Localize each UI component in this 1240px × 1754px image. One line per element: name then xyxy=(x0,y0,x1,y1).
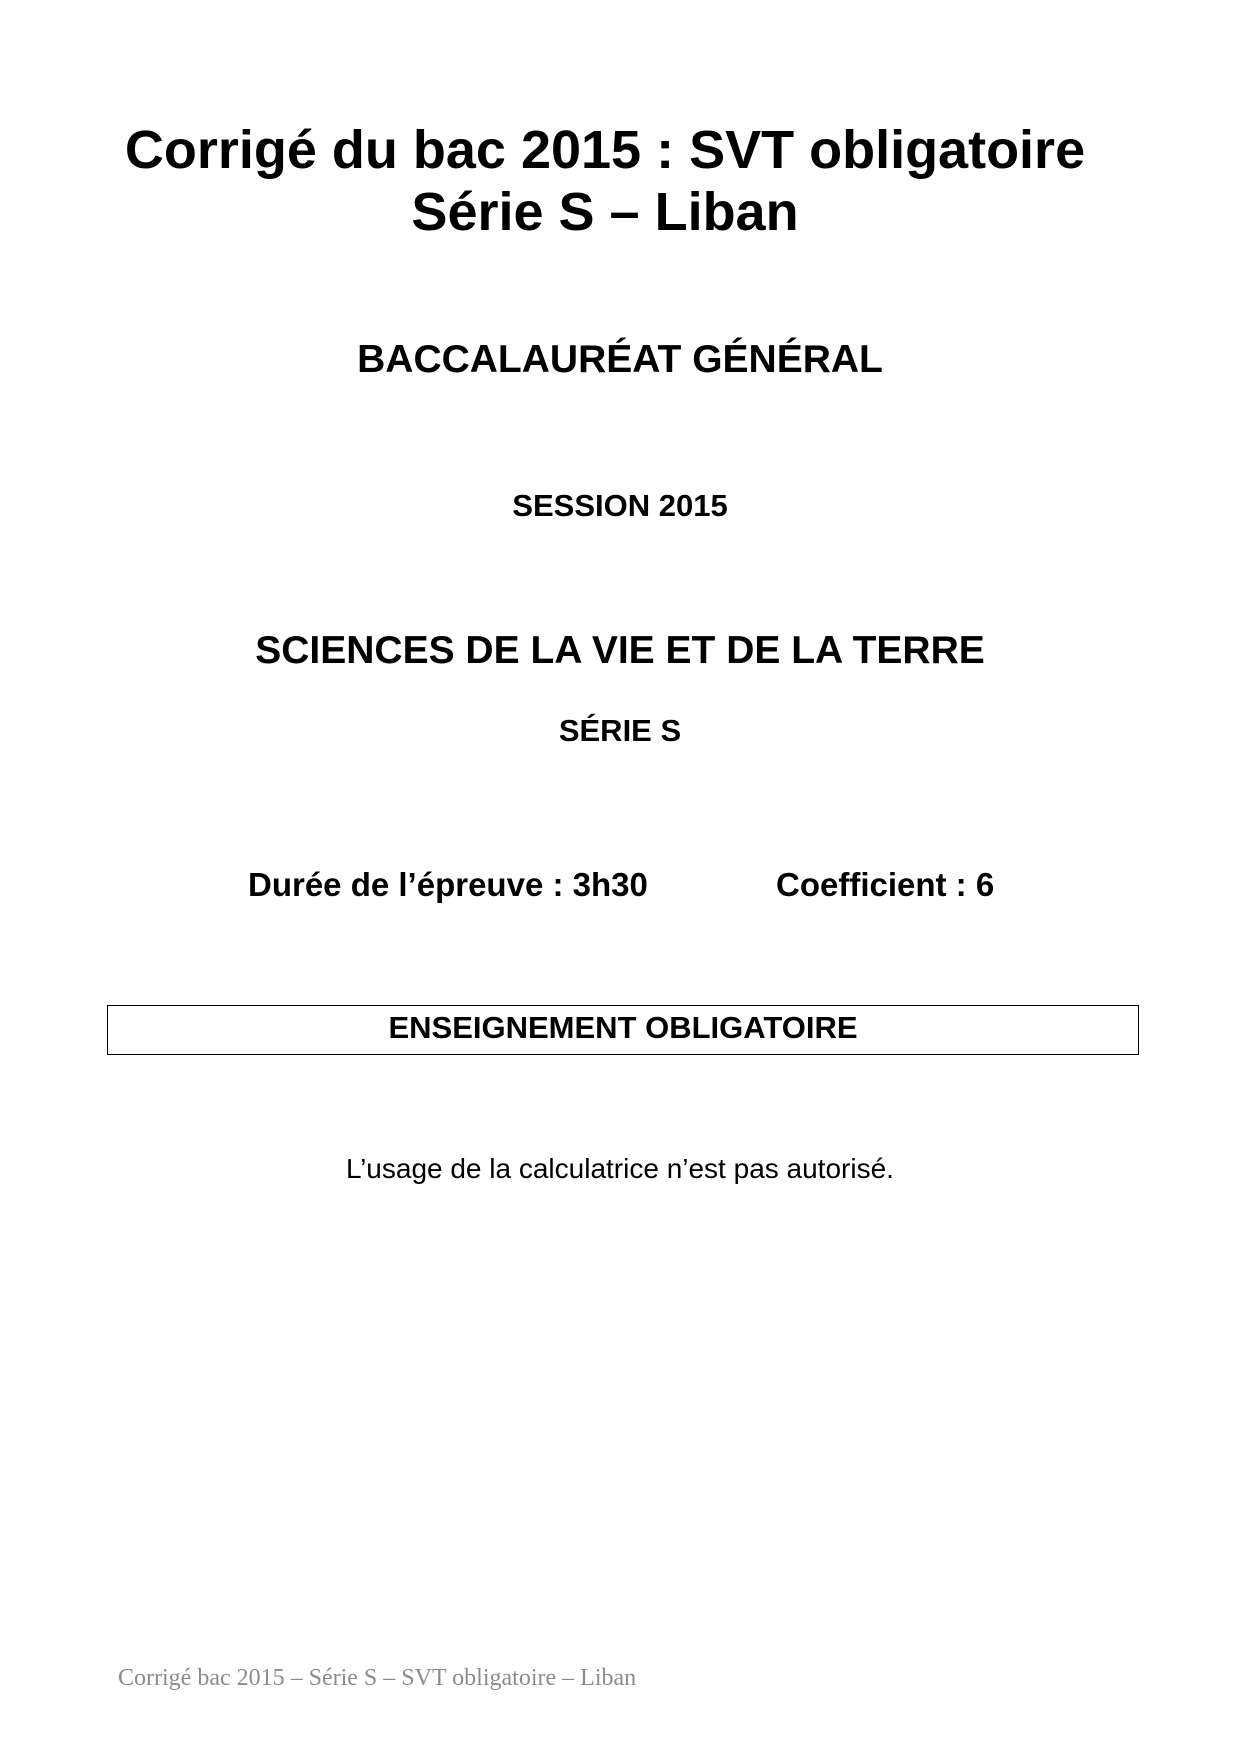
series-heading: SÉRIE S xyxy=(558,713,682,748)
session-heading: SESSION 2015 xyxy=(512,488,728,523)
diploma-heading: BACCALAURÉAT GÉNÉRAL xyxy=(357,338,883,381)
document-title: Corrigé du bac 2015 : SVT obligatoire xyxy=(124,120,1086,180)
calculator-note: L’usage de la calculatrice n’est pas autorisé. xyxy=(346,1153,894,1184)
document-subtitle: Série S – Liban xyxy=(411,182,799,242)
exam-info-row xyxy=(0,865,1240,905)
teaching-type-box: ENSEIGNEMENT OBLIGATOIRE xyxy=(107,1005,1139,1055)
exam-duration: Durée de l’épreuve : 3h30 xyxy=(248,866,648,903)
subject-heading: SCIENCES DE LA VIE ET DE LA TERRE xyxy=(255,629,985,672)
page-footer: Corrigé bac 2015 – Série S – SVT obligatoire – Liban xyxy=(118,1665,637,1691)
exam-coefficient: Coefficient : 6 xyxy=(776,866,995,903)
